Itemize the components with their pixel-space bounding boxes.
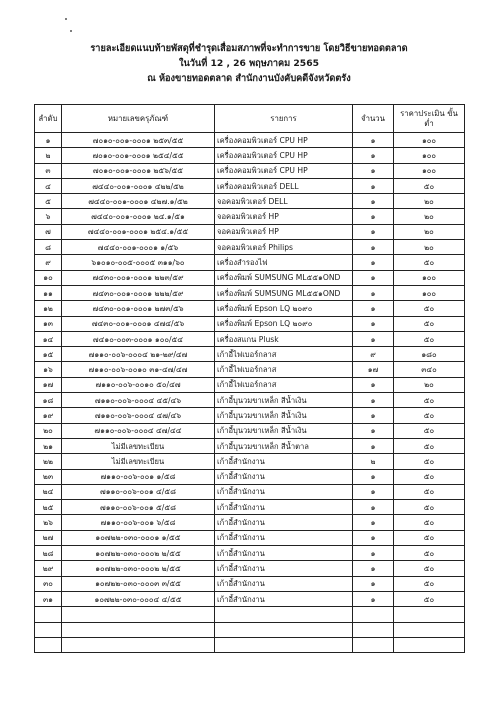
cell-price: ๓๔๐	[394, 362, 465, 377]
cell-asset-code: ๗๑๑๐-๐๐๖-๐๐๑ ๕/๕๘	[62, 500, 215, 515]
cell-no: ๑๔	[35, 331, 62, 346]
cell-blank	[62, 622, 215, 637]
table-row	[35, 331, 465, 346]
cell-no: ๑๘	[35, 393, 62, 408]
cell-price: ๕๐	[394, 591, 465, 606]
document-location: ณ ห้องขายทอดตลาด สำนักงานบังคับคดีจังหวัดตรัง	[147, 73, 351, 84]
cell-item: เก้าอี้สำนักงาน	[215, 530, 353, 545]
cell-blank	[215, 637, 353, 652]
cell-no: ๘	[35, 240, 62, 255]
cell-price: ๑๐๐	[394, 270, 465, 285]
cell-item: จอคอมพิวเตอร์ Philips	[215, 240, 353, 255]
cell-item: เครื่องคอมพิวเตอร์ CPU HP	[215, 133, 353, 148]
cell-no: ๑๐	[35, 270, 62, 285]
cell-qty: ๑	[353, 591, 394, 606]
cell-price: ๕๐	[394, 423, 465, 438]
table-row	[35, 530, 465, 545]
cell-blank	[353, 607, 394, 622]
cell-qty: ๑	[353, 469, 394, 484]
cell-qty: ๑	[353, 163, 394, 178]
table-row	[35, 500, 465, 515]
cell-qty: ๑	[353, 301, 394, 316]
table-row-blank	[35, 622, 465, 637]
cell-asset-code: ๗๑๑๐-๐๐๖-๐๐๐๔ ๔๗/๔๖	[62, 408, 215, 423]
table-row	[35, 240, 465, 255]
table-row	[35, 224, 465, 239]
cell-item: เครื่องพิมพ์ SUMSUNG ML๕๕๑OND	[215, 285, 353, 300]
document-date: ในวันที่ 12 , 26 พฤษภาคม 2565	[179, 58, 319, 69]
table-row-blank	[35, 607, 465, 622]
table-row	[35, 438, 465, 453]
table-row	[35, 469, 465, 484]
cell-price: ๒๐	[394, 194, 465, 209]
cell-price: ๕๐	[394, 500, 465, 515]
cell-asset-code: ๑๐๗๒๒-๐๓๐-๐๐๐๔ ๔/๕๕	[62, 591, 215, 606]
table-row	[35, 362, 465, 377]
cell-no: ๑๓	[35, 316, 62, 331]
cell-item: เครื่องพิมพ์ Epson LQ ๒๐๙๐	[215, 316, 353, 331]
cell-price: ๒๐	[394, 209, 465, 224]
col-header-qty: จำนวน	[353, 105, 394, 133]
cell-price: ๕๐	[394, 408, 465, 423]
cell-item: เครื่องพิมพ์ SUMSUNG ML๕๕๑OND	[215, 270, 353, 285]
cell-price: ๕๐	[394, 530, 465, 545]
cell-qty: ๑	[353, 561, 394, 576]
cell-asset-code: ๗๔๔๐-๐๐๑-๐๐๐๑ ๔๒๒/๕๒	[62, 178, 215, 193]
cell-blank	[215, 607, 353, 622]
cell-no: ๑๖	[35, 362, 62, 377]
cell-asset-code: ๗๑๑๐-๐๐๖-๐๐๑ ๑/๕๘	[62, 469, 215, 484]
cell-no: ๔	[35, 178, 62, 193]
cell-qty: ๑	[353, 209, 394, 224]
col-header-no: ลำดับ	[35, 105, 62, 133]
table-row	[35, 270, 465, 285]
cell-qty: ๑	[353, 178, 394, 193]
cell-asset-code: ๗๑๑๐-๐๐๖-๐๐๑ ๔/๕๘	[62, 484, 215, 499]
cell-item: เก้าอี้ไฟเบอร์กลาส	[215, 362, 353, 377]
table-row	[35, 301, 465, 316]
cell-no: ๓๑	[35, 591, 62, 606]
cell-qty: ๑	[353, 270, 394, 285]
cell-price: ๕๐	[394, 301, 465, 316]
cell-item: เก้าอี้ไฟเบอร์กลาส	[215, 347, 353, 362]
cell-asset-code: ๗๔๓๐-๐๐๑-๐๐๐๑ ๔๗๔/๕๖	[62, 316, 215, 331]
cell-price: ๒๐	[394, 377, 465, 392]
cell-blank	[394, 622, 465, 637]
cell-item: เก้าอี้สำนักงาน	[215, 546, 353, 561]
table-row	[35, 163, 465, 178]
cell-price: ๕๐	[394, 438, 465, 453]
table-body	[35, 133, 465, 653]
cell-no: ๒๗	[35, 530, 62, 545]
cell-price: ๕๐	[394, 331, 465, 346]
cell-qty: ๑	[353, 240, 394, 255]
cell-asset-code: ๗๑๑๐-๐๐๖-๐๐๐๔ ๔๕/๔๖	[62, 393, 215, 408]
cell-no: ๙	[35, 255, 62, 270]
cell-item: เก้าอี้สำนักงาน	[215, 500, 353, 515]
cell-blank	[35, 622, 62, 637]
table-row	[35, 209, 465, 224]
cell-qty: ๙	[353, 347, 394, 362]
cell-no: ๑๗	[35, 377, 62, 392]
cell-item: เก้าอี้สำนักงาน	[215, 515, 353, 530]
table-row	[35, 393, 465, 408]
cell-asset-code: ๗๑๑๐-๐๐๖-๐๐๐๔ ๒๑-๒๙/๔๗	[62, 347, 215, 362]
cell-asset-code: ๗๔๑๐-๐๐๓-๐๐๐๑ ๑๐๐/๕๔	[62, 331, 215, 346]
cell-blank	[35, 637, 62, 652]
cell-no: ๒๔	[35, 484, 62, 499]
cell-qty: ๑	[353, 438, 394, 453]
cell-item: เครื่องพิมพ์ Epson LQ ๒๐๙๐	[215, 301, 353, 316]
cell-qty: ๑	[353, 530, 394, 545]
cell-no: ๗	[35, 224, 62, 239]
cell-asset-code: ๗๔๔๐-๐๐๑-๐๐๐๑ ๔๒๗.๑/๕๒	[62, 194, 215, 209]
cell-item: เก้าอี้สำนักงาน	[215, 591, 353, 606]
cell-no: ๑	[35, 133, 62, 148]
cell-qty: ๑	[353, 393, 394, 408]
cell-no: ๒๕	[35, 500, 62, 515]
cell-asset-code: ๗๔๔๐-๐๐๑-๐๐๐๑ ๑/๕๖	[62, 240, 215, 255]
cell-price: ๒๐	[394, 240, 465, 255]
cell-price: ๑๘๐	[394, 347, 465, 362]
table-row	[35, 255, 465, 270]
cell-item: เครื่องคอมพิวเตอร์ DELL	[215, 178, 353, 193]
cell-no: ๒๙	[35, 561, 62, 576]
cell-price: ๑๐๐	[394, 285, 465, 300]
cell-no: ๒๐	[35, 423, 62, 438]
cell-no: ๓	[35, 163, 62, 178]
cell-no: ๑๕	[35, 347, 62, 362]
cell-asset-code: ๗๔๓๐-๐๐๑-๐๐๐๑ ๒๒๓/๕๙	[62, 270, 215, 285]
cell-no: ๒๖	[35, 515, 62, 530]
cell-price: ๕๐	[394, 316, 465, 331]
cell-qty: ๑	[353, 408, 394, 423]
cell-item: เครื่องคอมพิวเตอร์ CPU HP	[215, 148, 353, 163]
document-title: รายละเอียดแนบท้ายพัสดุที่ชำรุดเสื่อมสภาพที่จะทำการขาย โดยวิธีขายทอดตลาด	[90, 43, 408, 54]
cell-asset-code: ๖๑๐๑๐-๐๐๕-๐๐๐๕ ๓๑๑/๖๐	[62, 255, 215, 270]
table-row-blank	[35, 637, 465, 652]
cell-item: จอคอมพิวเตอร์ DELL	[215, 194, 353, 209]
asset-table	[34, 104, 465, 653]
cell-qty: ๑	[353, 194, 394, 209]
cell-qty: ๑	[353, 546, 394, 561]
table-row	[35, 178, 465, 193]
cell-qty: ๑	[353, 515, 394, 530]
cell-item: เก้าอี้บุนวมขาเหล็ก สีน้ำเงิน	[215, 408, 353, 423]
cell-no: ๒๒	[35, 454, 62, 469]
cell-no: ๒๓	[35, 469, 62, 484]
cell-item: เก้าอี้สำนักงาน	[215, 469, 353, 484]
cell-asset-code: ๑๐๗๒๒-๐๓๐-๐๐๐๒ ๒/๕๕	[62, 546, 215, 561]
cell-no: ๒	[35, 148, 62, 163]
cell-item: เครื่องสแกน Plusk	[215, 331, 353, 346]
cell-qty: ๑	[353, 576, 394, 591]
cell-asset-code: ๗๔๓๐-๐๐๑-๐๐๐๑ ๒๒๒/๕๙	[62, 285, 215, 300]
cell-qty: ๑	[353, 316, 394, 331]
col-header-item: รายการ	[215, 105, 353, 133]
cell-item: เก้าอี้สำนักงาน	[215, 454, 353, 469]
cell-price: ๕๐	[394, 561, 465, 576]
table-row	[35, 591, 465, 606]
cell-qty: ๑	[353, 255, 394, 270]
table-row	[35, 148, 465, 163]
cell-asset-code: ๗๔๔๐-๐๐๑-๐๐๐๑ ๒๕๔.๑/๕๕	[62, 224, 215, 239]
cell-price: ๑๐๐	[394, 133, 465, 148]
cell-qty: ๑	[353, 133, 394, 148]
cell-qty: ๑	[353, 484, 394, 499]
cell-item: เก้าอี้สำนักงาน	[215, 561, 353, 576]
cell-price: ๕๐	[394, 576, 465, 591]
cell-price: ๕๐	[394, 393, 465, 408]
cell-asset-code: ๑๐๗๒๒-๐๓๐-๐๐๐๒ ๒/๕๕	[62, 561, 215, 576]
table-row	[35, 408, 465, 423]
cell-no: ๕	[35, 194, 62, 209]
cell-asset-code: ๗๑๑๐-๐๐๖-๐๐๑๐ ๓๑-๔๗/๔๗	[62, 362, 215, 377]
cell-item: จอคอมพิวเตอร์ HP	[215, 209, 353, 224]
cell-item: เก้าอี้บุนวมขาเหล็ก สีน้ำเงิน	[215, 393, 353, 408]
cell-no: ๑๑	[35, 285, 62, 300]
cell-item: จอคอมพิวเตอร์ HP	[215, 224, 353, 239]
cell-price: ๒๐	[394, 224, 465, 239]
cell-asset-code: ๗๔๔๐-๐๐๑-๐๐๐๑ ๒๔.๑/๕๑	[62, 209, 215, 224]
cell-no: ๑๙	[35, 408, 62, 423]
cell-qty: ๑	[353, 377, 394, 392]
cell-asset-code: ๗๑๑๐-๐๐๖-๐๐๑๐ ๕๐/๔๗	[62, 377, 215, 392]
cell-item: เครื่องสำรองไฟ	[215, 255, 353, 270]
table-row	[35, 194, 465, 209]
cell-price: ๕๐	[394, 178, 465, 193]
table-row	[35, 316, 465, 331]
scan-speck	[70, 30, 72, 32]
cell-no: ๑๒	[35, 301, 62, 316]
table-row	[35, 347, 465, 362]
table-row	[35, 484, 465, 499]
cell-asset-code: ๗๑๑๐-๐๐๖-๐๐๑ ๖/๕๘	[62, 515, 215, 530]
cell-no: ๓๐	[35, 576, 62, 591]
cell-asset-code: ๗๐๑๐-๐๐๑-๐๐๐๑ ๒๕๔/๕๕	[62, 148, 215, 163]
cell-qty: ๒	[353, 454, 394, 469]
cell-blank	[394, 607, 465, 622]
table-row	[35, 546, 465, 561]
cell-blank	[62, 637, 215, 652]
cell-item: เก้าอี้บุนวมขาเหล็ก สีน้ำเงิน	[215, 423, 353, 438]
cell-blank	[215, 622, 353, 637]
cell-price: ๕๐	[394, 255, 465, 270]
table-row	[35, 285, 465, 300]
cell-blank	[353, 622, 394, 637]
cell-qty: ๑	[353, 224, 394, 239]
cell-no: ๖	[35, 209, 62, 224]
scan-speck	[65, 18, 67, 20]
table-row	[35, 423, 465, 438]
cell-price: ๕๐	[394, 484, 465, 499]
cell-no: ๒๘	[35, 546, 62, 561]
table-row	[35, 377, 465, 392]
cell-price: ๕๐	[394, 546, 465, 561]
cell-blank	[353, 637, 394, 652]
cell-asset-code: ๑๐๗๒๒-๐๓๐-๐๐๐๑ ๑/๕๕	[62, 530, 215, 545]
cell-item: เก้าอี้ไฟเบอร์กลาส	[215, 377, 353, 392]
cell-item: เครื่องคอมพิวเตอร์ CPU HP	[215, 163, 353, 178]
cell-qty: ๑	[353, 285, 394, 300]
table-row	[35, 454, 465, 469]
table-row	[35, 133, 465, 148]
cell-asset-code: ๗๑๑๐-๐๐๖-๐๐๐๔ ๔๗/๔๔	[62, 423, 215, 438]
cell-item: เก้าอี้สำนักงาน	[215, 484, 353, 499]
cell-blank	[62, 607, 215, 622]
cell-blank	[35, 607, 62, 622]
cell-price: ๕๐	[394, 469, 465, 484]
cell-price: ๑๐๐	[394, 148, 465, 163]
cell-asset-code: ไม่มีเลขทะเบียน	[62, 454, 215, 469]
cell-asset-code: ๗๐๑๐-๐๐๑-๐๐๐๑ ๒๕๖/๕๕	[62, 163, 215, 178]
cell-price: ๑๐๐	[394, 163, 465, 178]
cell-asset-code: ไม่มีเลขทะเบียน	[62, 438, 215, 453]
cell-asset-code: ๗๔๓๐-๐๐๑-๐๐๐๑ ๒๗๓/๕๖	[62, 301, 215, 316]
cell-qty: ๑	[353, 148, 394, 163]
table-row	[35, 561, 465, 576]
col-header-price: ราคาประเมิน ขั้นต่ำ	[394, 105, 465, 133]
cell-blank	[394, 637, 465, 652]
cell-asset-code: ๗๐๑๐-๐๐๑-๐๐๐๑ ๒๕๓/๕๕	[62, 133, 215, 148]
cell-qty: ๑๗	[353, 362, 394, 377]
cell-price: ๕๐	[394, 515, 465, 530]
cell-price: ๕๐	[394, 454, 465, 469]
cell-item: เก้าอี้บุนวมขาเหล็ก สีน้ำตาล	[215, 438, 353, 453]
cell-qty: ๑	[353, 500, 394, 515]
cell-qty: ๑	[353, 423, 394, 438]
table-row	[35, 515, 465, 530]
cell-asset-code: ๑๐๗๒๒-๐๓๐-๐๐๐๓ ๓/๕๕	[62, 576, 215, 591]
cell-qty: ๑	[353, 331, 394, 346]
col-header-code: หมายเลขครุภัณฑ์	[62, 105, 215, 133]
table-header-row	[35, 105, 465, 133]
cell-item: เก้าอี้สำนักงาน	[215, 576, 353, 591]
cell-no: ๒๑	[35, 438, 62, 453]
table-row	[35, 576, 465, 591]
